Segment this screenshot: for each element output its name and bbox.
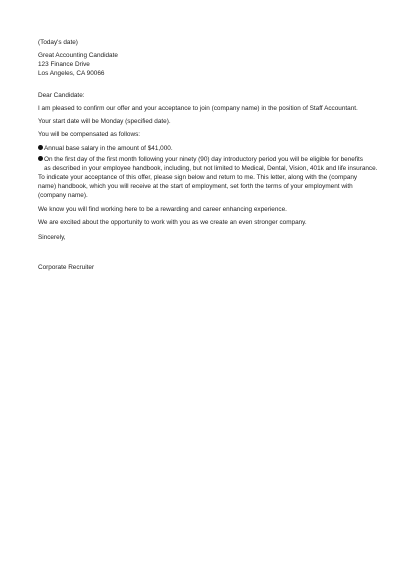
bullet-benefits: [38, 155, 363, 164]
paragraph-acceptance-line1: To indicate your acceptance of this offer, please sign below and return to me. This letter, along with the (company: [38, 174, 358, 181]
salutation: Dear Candidate:: [38, 92, 85, 99]
bullet-icon: [38, 145, 43, 150]
paragraph-acceptance-line2: name) handbook, which you will receive at the start of employment, set forth the terms of your employment with: [38, 183, 353, 190]
recipient-name: Great Accounting Candidate: [38, 52, 118, 59]
paragraph-acceptance-line3: (company name).: [38, 192, 88, 199]
paragraph-rewarding: We know you will find working here to be a rewarding and career enhancing experience.: [38, 206, 287, 213]
bullet-benefits-text: On the first day of the first month following your ninety (90) day introductory period you will be eligible for benefits: [44, 156, 363, 163]
signature: Corporate Recruiter: [38, 264, 95, 271]
recipient-street: 123 Finance Drive: [38, 61, 90, 68]
recipient-city: Los Angeles, CA 90066: [38, 70, 105, 77]
paragraph-excited: We are excited about the opportunity to work with you as we create an even stronger company.: [38, 219, 307, 226]
paragraph-start-date: Your start date will be Monday (specified date).: [38, 118, 171, 125]
bullet-salary: [38, 144, 173, 153]
bullet-benefits-continued: as described in your employee handbook, including, but not limited to Medical, Dental, Vision, 401k and life insurance.: [44, 165, 378, 172]
bullet-icon: [38, 156, 43, 161]
bullet-salary-text: Annual base salary in the amount of $41,000.: [44, 145, 173, 152]
letter-date: (Today's date): [38, 39, 78, 46]
paragraph-offer: I am pleased to confirm our offer and your acceptance to join (company name) in the position of Staff Accountant.: [38, 105, 358, 112]
closing: Sincerely,: [38, 234, 66, 241]
paragraph-compensation-intro: You will be compensated as follows:: [38, 131, 141, 138]
